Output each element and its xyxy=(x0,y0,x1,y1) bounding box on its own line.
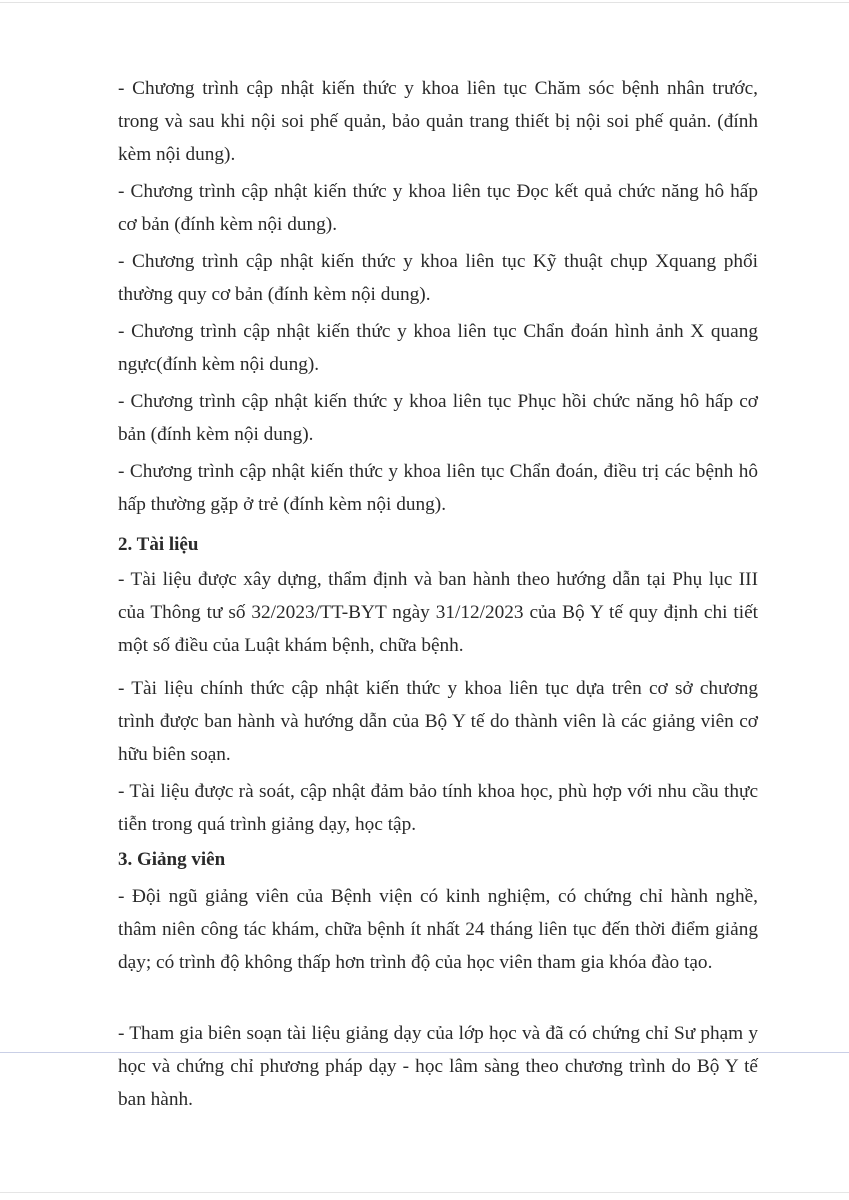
program-item: - Chương trình cập nhật kiến thức y khoa liên tục Phục hồi chức năng hô hấp cơ bản (đính kèm nội dung). xyxy=(118,391,758,445)
lecturers-paragraph: - Tham gia biên soạn tài liệu giảng dạy của lớp học và đã có chứng chỉ Sư phạm y học và chứng chỉ phương pháp dạy - học lâm sàng theo chương trình do Bộ Y tế ban hành. xyxy=(118,1023,758,1110)
program-item: - Chương trình cập nhật kiến thức y khoa liên tục Chăm sóc bệnh nhân trước, trong và sau khi nội soi phế quản, bảo quản trang thiết bị nội soi phế quản. (đính kèm nội dung). xyxy=(118,78,758,165)
program-item: - Chương trình cập nhật kiến thức y khoa liên tục Chẩn đoán, điều trị các bệnh hô hấp thường gặp ở trẻ (đính kèm nội dung). xyxy=(118,461,758,515)
documents-paragraph: - Tài liệu được rà soát, cập nhật đảm bảo tính khoa học, phù hợp với nhu cầu thực tiễn trong quá trình giảng dạy, học tập. xyxy=(118,781,758,835)
program-item: - Chương trình cập nhật kiến thức y khoa liên tục Đọc kết quả chức năng hô hấp cơ bản (đính kèm nội dung). xyxy=(118,181,758,235)
scan-edge-bottom xyxy=(0,1192,849,1193)
section-heading-documents: 2. Tài liệu xyxy=(118,534,199,555)
documents-paragraph: - Tài liệu được xây dựng, thẩm định và ban hành theo hướng dẫn tại Phụ lục III của Thông tư số 32/2023/TT-BYT ngày 31/12/2023 của Bộ Y tế quy định chi tiết một số điều của Luật khám bệnh, chữa bệnh. xyxy=(118,569,758,656)
section-heading-lecturers: 3. Giảng viên xyxy=(118,849,226,870)
scan-fold-line xyxy=(0,1052,849,1053)
program-item: - Chương trình cập nhật kiến thức y khoa liên tục Kỹ thuật chụp Xquang phổi thường quy cơ bản (đính kèm nội dung). xyxy=(118,251,758,305)
scan-edge-top xyxy=(0,2,849,3)
program-item: - Chương trình cập nhật kiến thức y khoa liên tục Chẩn đoán hình ảnh X quang ngực(đính kèm nội dung). xyxy=(118,321,758,375)
lecturers-paragraph: - Đội ngũ giảng viên của Bệnh viện có kinh nghiệm, có chứng chỉ hành nghề, thâm niên công tác khám, chữa bệnh ít nhất 24 tháng liên tục đến thời điểm giảng dạy; có trình độ không thấp hơn trình độ của học viên tham gia khóa đào tạo. xyxy=(118,886,758,973)
documents-paragraph: - Tài liệu chính thức cập nhật kiến thức y khoa liên tục dựa trên cơ sở chương trình được ban hành và hướng dẫn của Bộ Y tế do thành viên là các giảng viên cơ hữu biên soạn. xyxy=(118,678,758,765)
